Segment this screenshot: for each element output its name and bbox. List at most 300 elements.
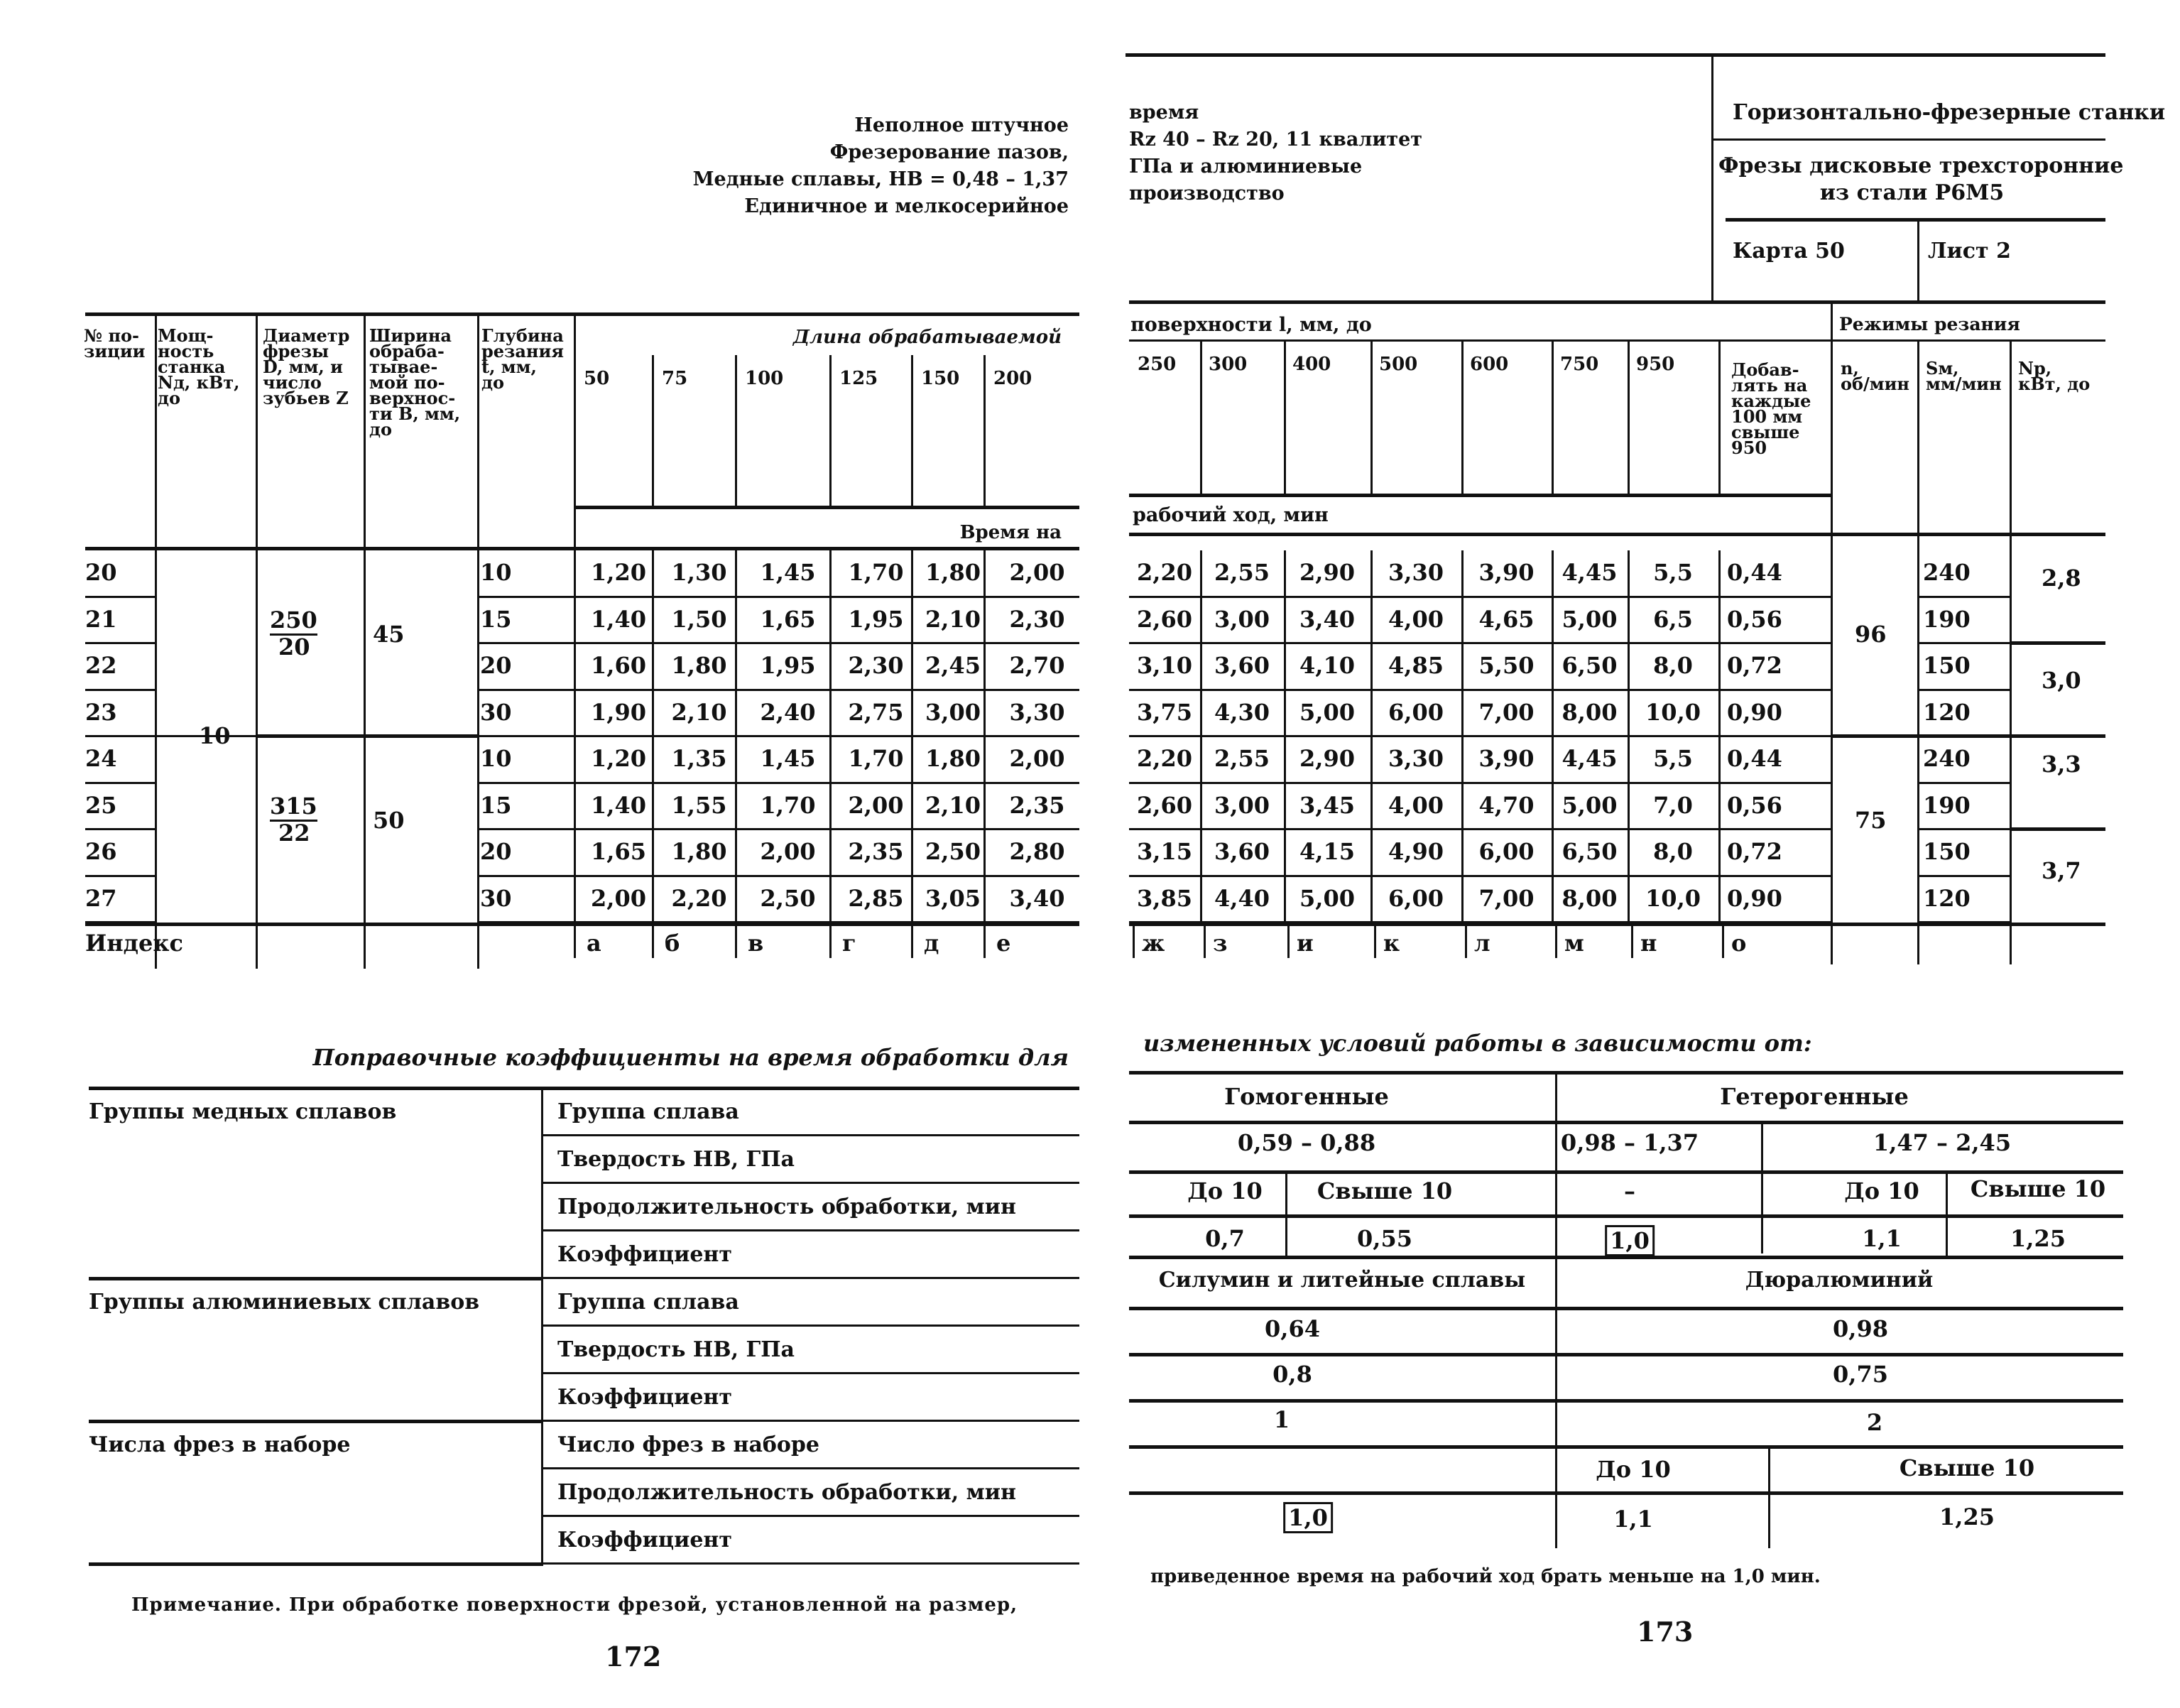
tool-line: из стали Р6М5 [1819,180,2005,205]
add-value: 0,44 [1727,745,1782,772]
parameter-label: Число фрез в наборе [557,1432,819,1457]
power-np-value: 2,8 [2042,564,2081,592]
time-value: 4,45 [1562,745,1618,772]
alloy-group: Силумин и литейные сплавы [1158,1268,1526,1293]
coefficient: 1,25 [2010,1225,2066,1252]
header-line: ГПа и алюминиевые [1129,156,1363,178]
column-divider [911,550,913,597]
length-header: 200 [993,368,1032,389]
column-divider [1722,923,1724,958]
time-value: 1,20 [591,745,646,772]
time-value: 3,90 [1478,745,1535,772]
column-divider [735,783,737,830]
column-divider [735,550,737,597]
coefficient: 1,1 [1613,1506,1653,1533]
left-page-header [572,112,1069,220]
time-value: 6,50 [1562,652,1618,679]
position-number: 20 [85,559,117,586]
column-divider [735,690,737,737]
row-rule [1129,642,1831,644]
header-top-rule [1126,53,2105,57]
position-number: 25 [85,791,117,819]
header-line: производство [1129,183,1285,205]
row-rule [477,596,1079,598]
time-value: 1,80 [671,652,727,679]
depth-value: 10 [480,559,512,586]
column-divider [829,736,832,783]
time-value: 2,10 [671,698,727,726]
column-divider [735,597,737,644]
row-rule [1129,689,1831,691]
time-value: 2,20 [671,884,727,912]
time-value: 3,90 [1478,559,1535,586]
time-value: 5,00 [1562,791,1618,819]
correction-title-right: измененных условий работы в зависимости от: [1143,1030,1812,1057]
duration: Свыше 10 [1970,1175,2106,1202]
row-rule [477,875,1079,877]
column-divider [735,643,737,690]
length-header: 750 [1560,354,1599,375]
time-value: 1,60 [591,652,646,679]
column-divider [574,597,576,644]
length-header: 600 [1470,354,1509,375]
table-top-rule [1129,300,2105,304]
time-value: 3,30 [1388,559,1444,586]
time-value: 4,00 [1388,605,1444,633]
column-divider [1204,923,1206,958]
rule [1129,1491,2123,1495]
hardness: 0,98 [1833,1315,1888,1342]
column-divider [911,829,913,876]
time-value: 1,70 [760,791,816,819]
hardness: 0,64 [1265,1315,1320,1342]
column-divider [1284,597,1286,644]
column-divider [1628,783,1630,830]
column-divider [1370,643,1373,690]
column-divider [735,355,737,506]
time-value: 2,35 [1009,791,1065,819]
column-divider [1461,597,1464,644]
rule [89,1277,543,1280]
depth-value: 15 [480,791,512,819]
column-divider [1200,829,1202,876]
column-divider [829,876,832,923]
row-rule [1129,782,1831,784]
row-rule [477,828,1079,830]
time-value: 2,70 [1009,652,1065,679]
time-value: 3,60 [1214,838,1270,865]
column-divider [1284,829,1286,876]
rule [541,1515,1079,1517]
column-divider [1284,643,1286,690]
time-value: 1,55 [671,791,727,819]
column-divider [1552,829,1554,876]
row-rule [85,689,156,691]
time-value: 2,35 [848,838,904,865]
time-value: 1,70 [848,745,904,772]
index-letter: л [1474,930,1490,957]
row-rule [477,782,1079,784]
cutter-count: 2 [1866,1409,1883,1436]
time-value: 7,00 [1478,698,1535,726]
time-value: 2,10 [925,605,981,633]
column-divider [1461,339,1464,494]
rule [1129,1353,2123,1356]
time-value: 3,40 [1009,884,1065,912]
card-divider [1917,220,1919,300]
column-divider [574,829,576,876]
column-divider [1461,829,1464,876]
rule [89,1087,1079,1090]
time-value: 2,00 [1009,559,1065,586]
column-divider [1370,829,1373,876]
parameter-label: Продолжительность обработки, мин [557,1480,1016,1505]
coefficient: 0,7 [1205,1225,1245,1252]
time-value: 3,30 [1388,745,1444,772]
column-divider [911,597,913,644]
column-divider [983,829,986,876]
column-divider [1370,690,1373,737]
table-top-rule [85,312,1079,316]
row-rule [85,828,156,830]
time-value: 1,30 [671,559,727,586]
time-value: 4,40 [1214,884,1270,912]
index-letter: н [1640,930,1657,957]
time-value: 10,0 [1645,698,1701,726]
time-value: 10,0 [1645,884,1701,912]
row-rule [1917,596,2010,598]
feed-value: 150 [1923,838,1971,865]
diameter-numerator: 315 [270,793,317,822]
time-value: 1,65 [591,838,646,865]
rule [1129,1071,2123,1075]
time-value: 1,80 [925,559,981,586]
col-header-add: Добав- лять на каждые 100 мм свыше 950 [1731,359,1811,458]
index-letter: д [924,930,939,957]
rule [1129,1399,2123,1403]
time-value: 3,30 [1009,698,1065,726]
column-divider [911,736,913,783]
depth-value: 30 [480,884,512,912]
column-divider [1628,597,1630,644]
column-divider [574,690,576,737]
time-value: 2,55 [1214,559,1270,586]
rule [85,547,575,550]
column-divider [652,597,654,644]
time-value: 2,10 [925,791,981,819]
header-line: Фрезерование пазов, [829,141,1069,163]
time-value: 4,10 [1299,652,1355,679]
time-value: 2,80 [1009,838,1065,865]
row-rule [1917,642,2010,644]
time-value: 4,15 [1299,838,1355,865]
row-rule [85,875,156,877]
rule [2010,641,2105,645]
rule [541,1420,1079,1422]
column-divider [574,923,576,958]
time-value: 3,60 [1214,652,1270,679]
add-value: 0,90 [1727,884,1782,912]
position-number: 22 [85,652,117,679]
time-value: 4,90 [1388,838,1444,865]
index-letter: е [996,930,1011,957]
length-header: 300 [1209,354,1248,375]
column-divider [1200,597,1202,644]
time-value: 5,00 [1562,605,1618,633]
coefficient: 0,75 [1833,1361,1888,1388]
coefficient-boxed: 1,0 [1605,1225,1655,1256]
column-divider [652,643,654,690]
column-divider [983,690,986,737]
note-left: Примечание. При обработке поверхности фрезой, установленной на размер, [131,1594,1018,1616]
power-np-value: 3,3 [2042,750,2081,778]
tool-type [1718,153,2124,207]
time-value: 3,00 [1214,605,1270,633]
parameter-label: Коэффициент [557,1242,732,1267]
time-value: 2,60 [1137,791,1192,819]
time-value: 4,00 [1388,791,1444,819]
rule [1831,734,2105,738]
time-value: 3,05 [925,884,981,912]
column-divider [1200,783,1202,830]
column-divider [1718,690,1721,737]
rule [1129,494,1831,497]
column-divider [735,876,737,923]
column-divider [1552,736,1554,783]
column-divider [829,923,832,958]
column-divider [652,736,654,783]
column-divider [1287,923,1290,958]
column-divider [1370,876,1373,923]
index-letter: б [665,930,680,957]
row-rule [1129,875,1831,877]
alloy-group: Дюралюминий [1745,1268,1934,1293]
time-value: 1,95 [760,652,816,679]
parameter-label: Группа сплава [557,1099,739,1124]
time-value: 3,45 [1299,791,1355,819]
column-divider [983,597,986,644]
column-divider [1628,829,1630,876]
row-rule [1129,596,1831,598]
time-value: 2,30 [1009,605,1065,633]
time-value: 1,40 [591,791,646,819]
time-value: 2,45 [925,652,981,679]
rule [1129,1256,2123,1259]
time-value: 3,75 [1137,698,1192,726]
col-header-n: n, об/мин [1841,358,1909,394]
right-page-header [1129,99,1626,207]
time-value: 1,90 [591,698,646,726]
column-divider [1917,339,1919,964]
position-number: 26 [85,838,117,865]
column-divider [477,314,479,969]
time-value: 3,85 [1137,884,1192,912]
speed-value: 96 [1855,620,1887,648]
rule [541,1562,1079,1565]
col-header-power: Мощ- ность станка Nд, кВт, до [158,325,240,408]
machine-type: Горизонтально-фрезерные станки [1733,100,2166,125]
cutter-count: 1 [1273,1406,1290,1433]
time-value: 2,00 [848,791,904,819]
col-header-sm: Sм, мм/мин [1926,358,2002,394]
rule [574,506,1079,509]
feed-value: 190 [1923,605,1971,633]
divider [1946,1172,1948,1256]
time-value: 1,50 [671,605,727,633]
column-divider [735,923,737,958]
time-value: 1,95 [848,605,904,633]
rule [541,1277,1079,1279]
note-right: приведенное время на рабочий ход брать меньше на 1,0 мин. [1150,1566,1821,1587]
length-header: 100 [745,368,784,389]
column-divider [1461,550,1464,597]
time-value: 4,45 [1562,559,1618,586]
column-divider [983,550,986,597]
time-value: 1,80 [925,745,981,772]
column-divider [1370,339,1373,494]
feed-value: 150 [1923,652,1971,679]
column-divider [1461,783,1464,830]
column-divider [574,314,576,548]
column-divider [1718,339,1721,494]
time-value: 1,35 [671,745,727,772]
col-header-modes: Режимы резания [1839,314,2020,334]
header-line: Единичное и мелкосерийное [744,195,1069,217]
column-divider [1374,923,1376,958]
hardness-range: 0,98 – 1,37 [1560,1129,1699,1156]
coefficient: 0,55 [1357,1225,1412,1252]
column-divider [735,829,737,876]
coefficient-boxed: 1,0 [1283,1502,1333,1533]
rule [1129,339,2105,342]
header-line: время [1129,102,1199,124]
position-number: 21 [85,605,117,633]
row-rule [85,642,156,644]
index-letter: ж [1142,930,1165,957]
divider [1768,1445,1770,1548]
time-value: 1,40 [591,605,646,633]
rule [1129,1214,2123,1218]
column-divider [1552,643,1554,690]
column-divider [911,923,913,958]
column-divider [911,876,913,923]
time-value: 2,55 [1214,745,1270,772]
time-value: 8,00 [1562,698,1618,726]
hardness-range: 1,47 – 2,45 [1873,1129,2012,1156]
col-header-depth: Глубина резания t, мм, до [481,325,565,393]
index-letter: г [842,930,856,957]
header-line: Медные сплавы, НВ = 0,48 – 1,37 [692,168,1069,190]
divider [1761,1122,1763,1253]
column-divider [983,783,986,830]
column-divider [1552,597,1554,644]
row-rule [1129,828,1831,830]
parameter-label: Коэффициент [557,1528,732,1552]
column-divider [1718,736,1721,783]
column-divider [1465,923,1467,958]
col-header-np: Nр, кВт, до [2018,358,2091,394]
time-value: 6,50 [1562,838,1618,865]
column-divider [1461,643,1464,690]
column-divider [1552,339,1554,494]
time-value: 6,00 [1478,838,1535,865]
rule [89,1562,543,1566]
rule [541,1324,1079,1327]
column-divider [1284,690,1286,737]
time-value: 2,00 [1009,745,1065,772]
time-value: 4,30 [1214,698,1270,726]
column-divider [829,643,832,690]
column-divider [574,876,576,923]
column-divider [1628,643,1630,690]
rule [1129,1121,2123,1124]
header-line: Неполное штучное [854,114,1069,136]
column-divider [829,597,832,644]
column-divider [652,550,654,597]
column-divider [652,783,654,830]
parameter-label: Твердость НВ, ГПа [557,1147,795,1172]
sheet-number: Лист 2 [1928,239,2011,263]
time-value: 6,5 [1653,605,1693,633]
column-divider [652,876,654,923]
position-number: 24 [85,745,117,772]
column-divider [1370,597,1373,644]
column-divider [983,736,986,783]
rule [89,1420,543,1423]
add-value: 0,90 [1727,698,1782,726]
column-divider [1631,923,1633,958]
row-rule [1917,828,2010,830]
length-header: 150 [921,368,960,389]
time-value: 3,10 [1137,652,1192,679]
column-divider [1718,597,1721,644]
hardness-range: 0,59 – 0,88 [1237,1129,1376,1156]
row-rule [1917,875,2010,877]
depth-value: 10 [480,745,512,772]
group-label: Группы медных сплавов [89,1099,397,1124]
column-divider [574,643,576,690]
diameter-numerator: 250 [270,606,317,636]
index-letter: м [1564,930,1584,957]
time-value: 2,20 [1137,559,1192,586]
column-divider [735,736,737,783]
row-rule [1917,782,2010,784]
column-divider [1200,643,1202,690]
column-divider [1284,876,1286,923]
rule [541,1467,1079,1469]
time-value: 1,70 [848,559,904,586]
col-header-width: Ширина обраба- тывае- мой по- верхнос- ти В, мм, до [369,325,461,440]
speed-value: 75 [1855,806,1887,834]
column-divider [574,550,576,597]
column-divider [1718,876,1721,923]
row-rule [1917,689,2010,691]
length-header: 50 [584,368,610,389]
column-divider [1628,736,1630,783]
column-divider [1718,829,1721,876]
column-divider [829,355,832,506]
add-value: 0,72 [1727,838,1782,865]
length-header: 400 [1292,354,1331,375]
col-header-time-right: рабочий ход, мин [1133,504,1329,526]
length-header: 125 [839,368,878,389]
row-rule [85,782,156,784]
time-value: 1,20 [591,559,646,586]
column-divider [911,690,913,737]
teeth-denominator: 20 [278,633,310,660]
header-divider [1711,55,1713,300]
time-value: 6,00 [1388,884,1444,912]
